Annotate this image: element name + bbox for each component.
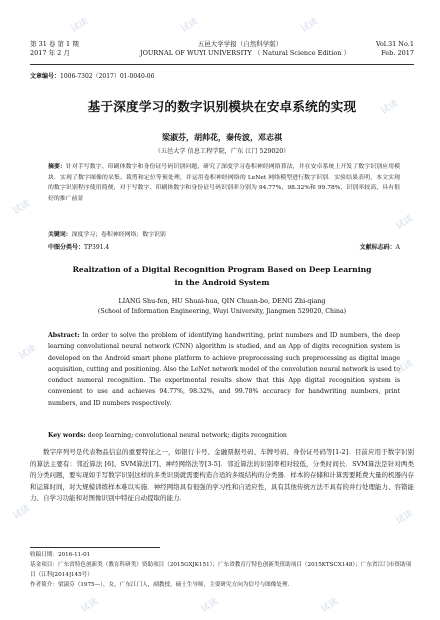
body-paragraph: 数字序列号是代表物品信息的重要特征之一，如银行卡号、金融票据号码、车牌号码、身份证号码等[1-2]．目前应用于数字识别的算法主要有：邻近算法 [6]、SVM算法[7]、神经网络法等[3-5]．邻近算法的识别率相对较低，分类时间长．SVM算法是针对两类的分类问题，要实现如手写数字识别这样的多类识别就需要构造合适的多级结构的分类器．样本的存储和计算需要耗费大量的机器内存和运算时间，对大规模训练样本难以实施．神经网络具有很强的学习性和自适应性，具有其他传统方法不具有的并行处理能力、容错能力、自学习功能和对图像识别中特征自动提取的能力． <box>30 448 414 503</box>
en-keywords: Key words: deep learning; convolutional neural network; digits recognition <box>48 432 287 439</box>
en-abstract: Abstract: In order to solve the problem of identifying handwriting, print numbers and ID numbers, the deep learning convolutional neural network (CNN) algorithm is studied, and an App of digits recognition system is developed on the Android smart phone platform to achieve preprocessing such preprocessing as digital image acquisition, cutting and positioning. Also the LeNet network model of the convolution neural network is used to conduct numeral recognition. The experimental results show that this App digital recognition system is convenient to use and achieves 94.77%, 98.32%, and 99.78% accuracy for handwriting numbers, print numbers, and ID numbers respectively. <box>48 332 400 407</box>
article-number: 文章编号：1006-7302（2017）01-0040-06 <box>30 73 155 80</box>
cn-title: 基于深度学习的数字识别模块在安卓系统的实现 <box>87 99 357 114</box>
header-issue: Vol.31 No.1 Feb. 2017 <box>375 40 414 57</box>
en-title: Realization of a Digital Recognition Program Based on Deep Learning in the Android System <box>72 265 372 287</box>
footnote-funding: 基金项目：广东省特色创新类（教育科研类）资助项目（2015GXJK151）；广东省教育厅特色创新类资助项目（2015KTSCX148）；广东省江门市资助项目（江科[2014]145号） <box>30 562 412 578</box>
watermark: 试读 <box>17 343 39 362</box>
cn-keywords: 关键词：深度学习；卷积神经网络；数字识别 <box>48 231 166 238</box>
watermark: 试读 <box>11 198 33 217</box>
watermark: 试读 <box>299 16 321 35</box>
watermark: 试读 <box>319 596 341 615</box>
footnote-rule <box>30 547 160 548</box>
en-authors: LIANG Shu-fen, HU Shuai-hua, QIN Chuan-bo, DENG Zhi-qiang <box>118 297 326 305</box>
running-header <box>30 40 414 70</box>
watermark: 试读 <box>11 503 33 522</box>
watermark: 试读 <box>394 508 416 527</box>
watermark: 试读 <box>394 358 416 377</box>
watermark: 试读 <box>179 16 201 35</box>
classification-line: 中图分类号：TP391.4 文献标志码：A <box>48 244 400 251</box>
document-code: 文献标志码：A <box>359 244 400 251</box>
footnote-author-bio: 作者简介：梁淑芬（1975—），女，广东江门人，副教授，硕士生导师，主要研究方向为信号与图像处理． <box>30 582 294 588</box>
en-affiliation: (School of Information Engineering, Wuyi University, Jiangmen 529020, China) <box>97 308 347 315</box>
watermark: 试读 <box>199 596 221 615</box>
watermark: 试读 <box>394 213 416 232</box>
header-rule <box>30 64 414 65</box>
header-journal-name: 五邑大学学报（自然科学版） JOURNAL OF WUYI UNIVERSITY （ Natural Science Edition ） <box>140 40 350 57</box>
footnotes <box>30 550 414 590</box>
cn-authors: 梁淑芬，胡帅花，秦传波，邓志祺 <box>162 132 282 142</box>
footnote-received: 收稿日期：2016-11-01 <box>30 552 91 558</box>
cn-abstract: 摘要：针对手写数字、印刷体数字和身份证号码识别问题，研究了深度学习卷积神经网络算法，并在安卓系统上开发了数字识别应用模块．实现了数字图像的采集、裁剪和定位等预处理，并运用卷积神经网络的 LeNet 网络模型进行数字识别．实验结果表明，本文实现的数字识别程序使用简便，对于写数字、印刷体数字和身份证号码识别率分别为 94.77%、98.32%和 99.78%，识别率较高，具有很好的推广前景 <box>48 163 401 202</box>
cn-affiliation: （五邑大学 信息工程学院，广东 江门 529020） <box>154 148 290 155</box>
watermark: 试读 <box>69 16 91 35</box>
watermark: 试读 <box>379 98 401 117</box>
header-volume: 第 31 卷 第 1 期 2017 年 2 月 <box>30 40 79 57</box>
watermark: 试读 <box>79 596 101 615</box>
